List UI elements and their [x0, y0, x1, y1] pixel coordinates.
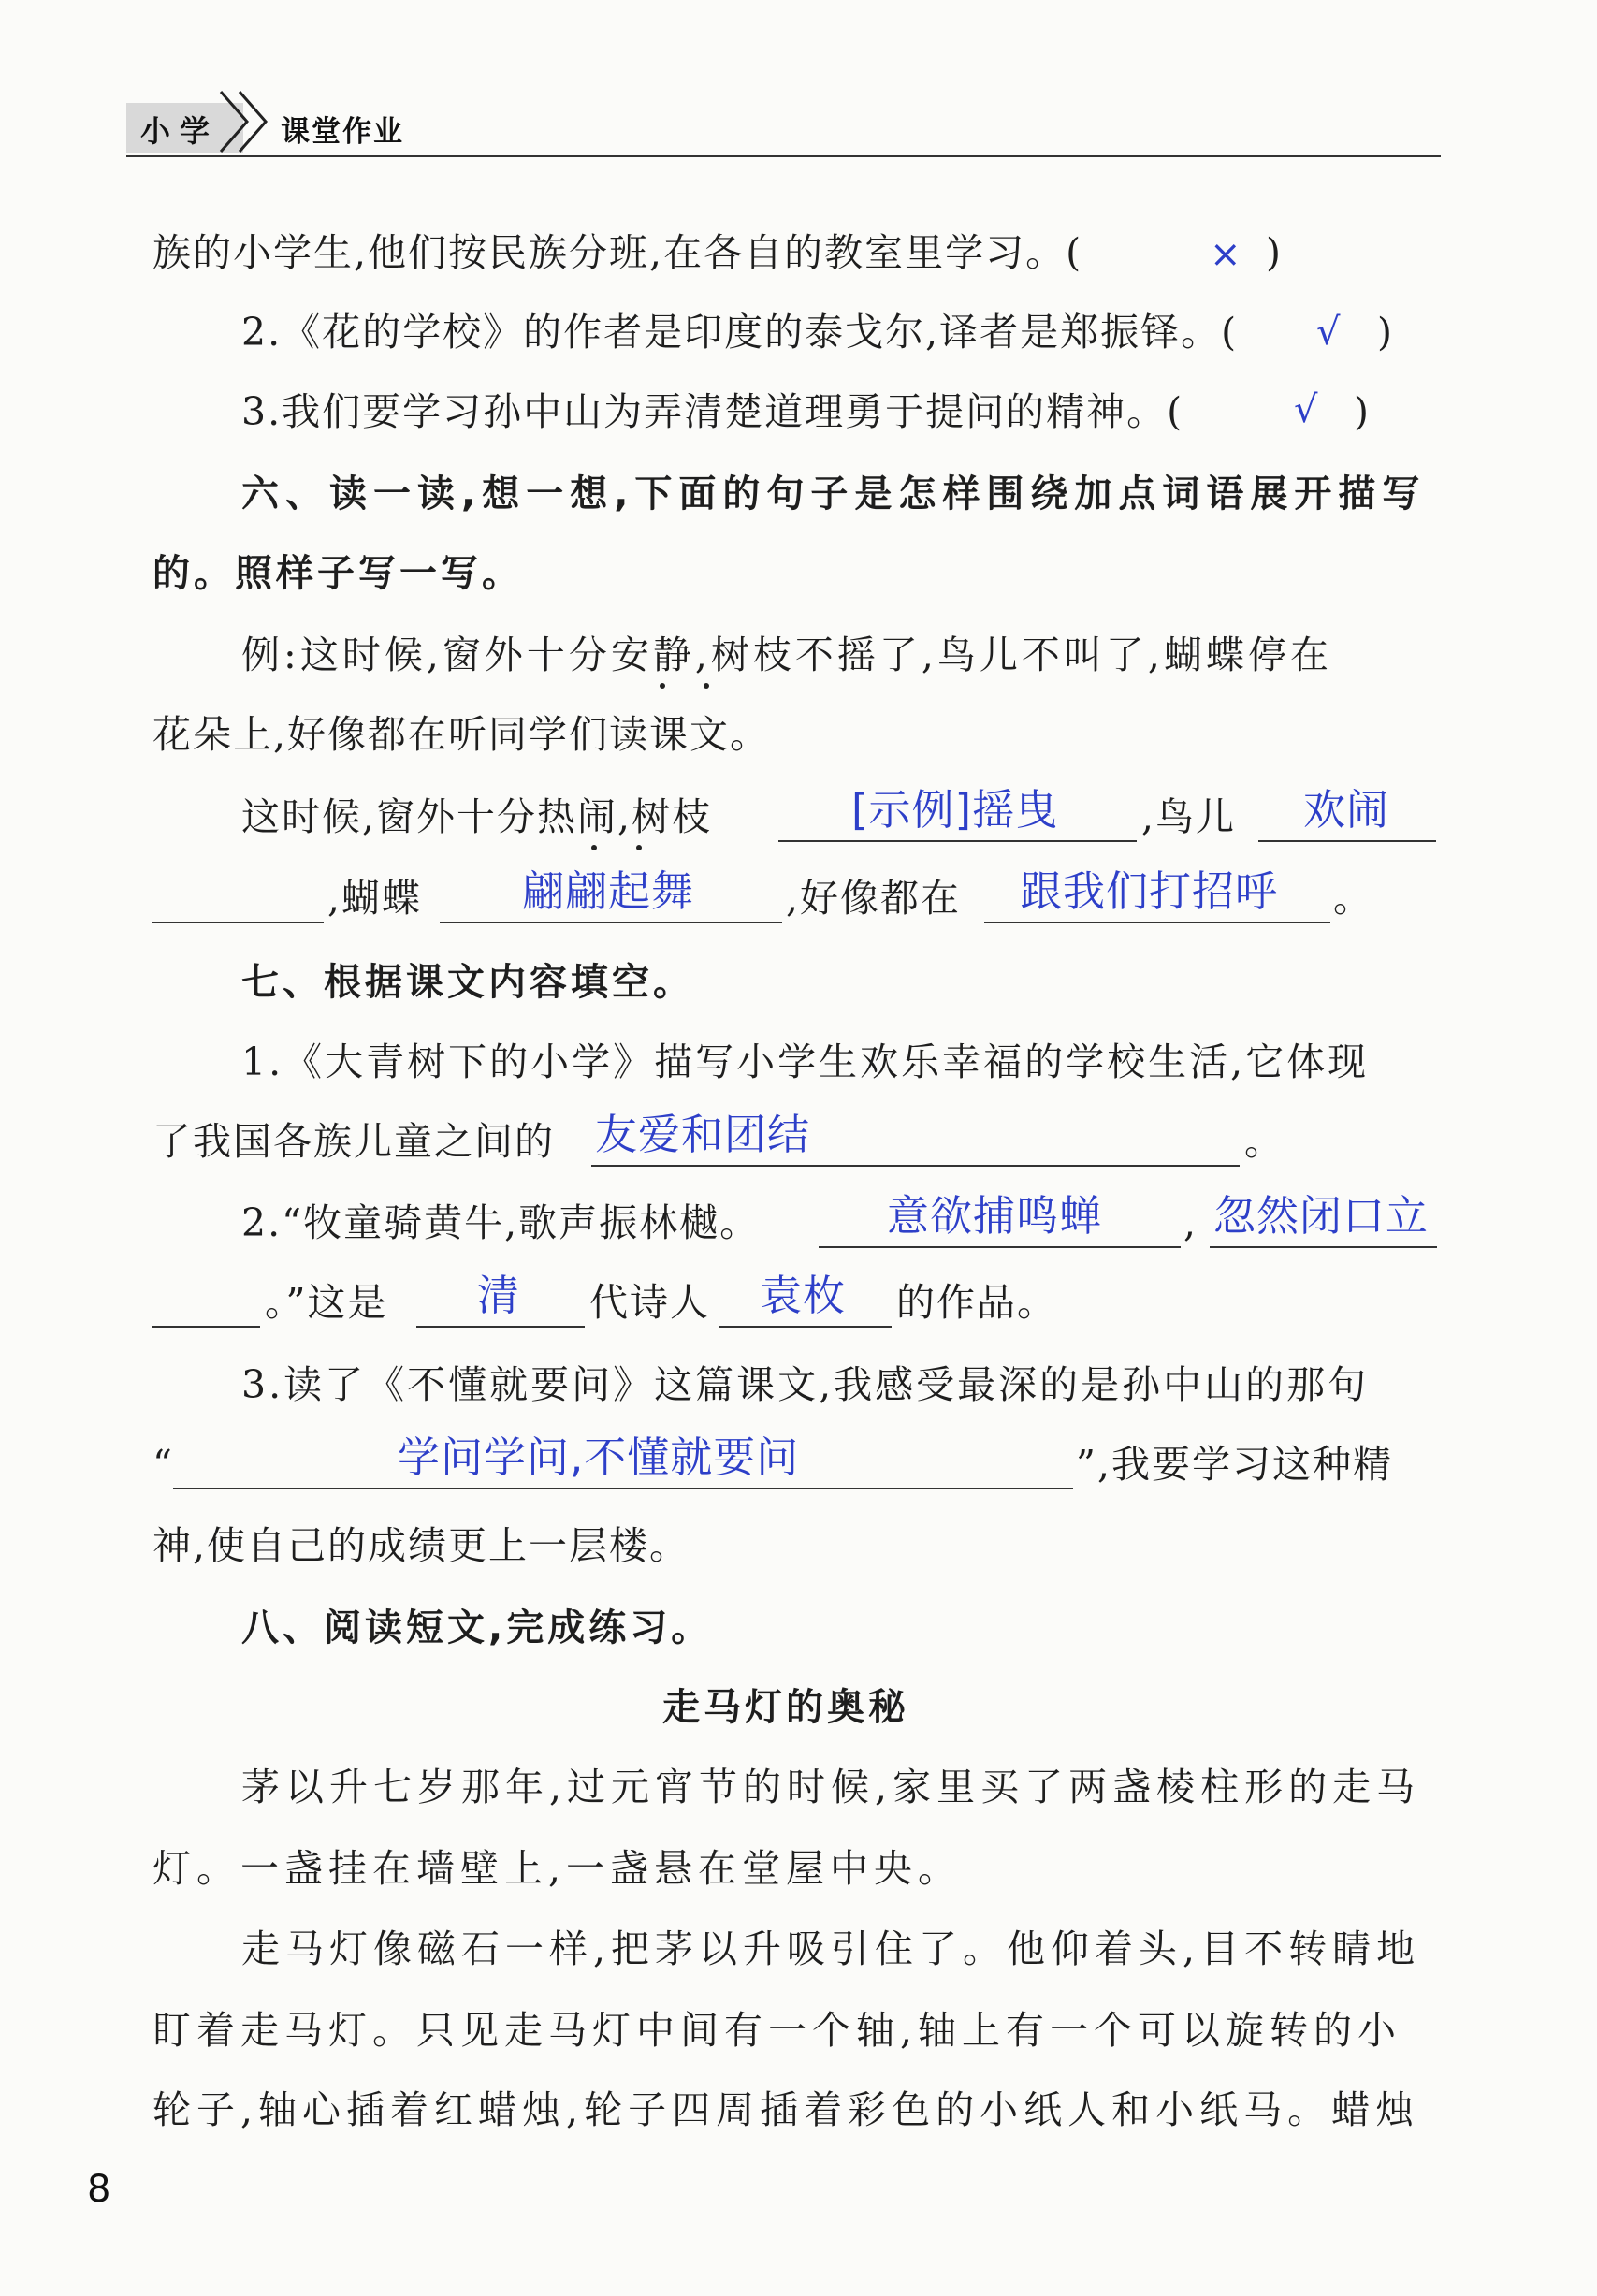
answer-q2d: 袁枚: [760, 1271, 847, 1320]
passage-line-3: 走马灯像磁石一样,把茅以升吸引住了。他仰着头,目不转睛地: [241, 1926, 1421, 1971]
double-chevron-icon: [217, 86, 275, 155]
answer-q1: 友爱和团结: [595, 1110, 811, 1159]
blank-butterfly: [440, 922, 782, 923]
tf-answer-1: ×: [1210, 233, 1241, 276]
tf-close-2: ): [1377, 310, 1394, 355]
passage-line-5: 轮子,轴心插着红蜡烛,轮子四周插着彩色的小纸人和小纸马。蜡烛: [152, 2087, 1420, 2132]
passage-line-4: 盯着走马灯。只见走马灯中间有一个轴,轴上有一个可以旋转的小: [152, 2008, 1402, 2053]
q2-line-2a: 。”这是: [265, 1280, 388, 1325]
blank-bird-cont: [152, 922, 324, 923]
blank-q2d: [719, 1326, 892, 1328]
blank-q2b: [1210, 1246, 1437, 1248]
q3-line-1: 3.读了《不懂就要问》这篇课文,我感受最深的是孙中山的那句: [241, 1362, 1370, 1407]
q3-open-quote: “: [152, 1442, 174, 1487]
tf-close-3: ): [1354, 389, 1371, 434]
tf-line-3: 3.我们要学习孙中山为弄清楚道理勇于提问的精神。(: [241, 389, 1184, 434]
blank-q1: [591, 1165, 1240, 1167]
blank-branch: [778, 840, 1137, 842]
q3-line-3: 神,使自己的成绩更上一层楼。: [152, 1523, 690, 1568]
answer-branch: [示例]摇曳: [851, 785, 1059, 835]
emphasis-dot: [636, 845, 642, 850]
q2-line-2c: 的作品。: [896, 1280, 1057, 1325]
tf-line-1: 族的小学生,他们按民族分班,在各自的教室里学习。(: [152, 230, 1083, 275]
page-number: 8: [87, 2168, 111, 2211]
section-6-heading-cont: 的。照样子写一写。: [152, 552, 523, 595]
passage-line-1: 茅以升七岁那年,过元宵节的时候,家里买了两盏棱柱形的走马: [241, 1765, 1421, 1809]
header-book: 课堂作业: [281, 115, 404, 149]
header-rule: [126, 155, 1441, 157]
blank-q3: [173, 1488, 1073, 1489]
q1-end: 。: [1244, 1119, 1285, 1164]
blank-q2a: [819, 1246, 1181, 1248]
blank-all: [984, 922, 1330, 923]
q2-line-2b: 代诗人: [589, 1280, 710, 1325]
q1-line-2: 了我国各族儿童之间的: [152, 1119, 555, 1164]
answer-butterfly: 翩翩起舞: [522, 866, 695, 916]
q2-line-1: 2.“牧童骑黄牛,歌声振林樾。: [241, 1200, 761, 1245]
tf-close-1: ): [1266, 230, 1283, 275]
blank-q2c: [416, 1326, 585, 1328]
fill-text-e: 。: [1333, 876, 1373, 921]
emphasis-dot: [704, 683, 709, 689]
fill-text-a: 这时候,窗外十分热闹,树枝: [241, 794, 713, 839]
section-8-heading: 八、阅读短文,完成练习。: [241, 1606, 713, 1649]
blank-q2b-cont: [152, 1326, 260, 1328]
answer-q2a: 意欲捕鸣蝉: [887, 1191, 1103, 1241]
tf-answer-2: √: [1316, 311, 1341, 354]
example-line-2: 花朵上,好像都在听同学们读课文。: [152, 712, 771, 757]
answer-bird: 欢闹: [1303, 785, 1390, 835]
fill-text-b: ,鸟儿: [1141, 794, 1237, 839]
answer-all: 跟我们打招呼: [1020, 866, 1279, 916]
example-line-1: 例:这时候,窗外十分安静,树枝不摇了,鸟儿不叫了,蝴蝶停在: [241, 632, 1332, 677]
fill-text-d: ,好像都在: [786, 876, 962, 921]
emphasis-dot: [591, 845, 597, 850]
answer-q2c: 清: [477, 1271, 521, 1320]
q3-line-2: ”,我要学习这种精: [1076, 1442, 1393, 1487]
passage-line-2: 灯。一盏挂在墙壁上,一盏悬在堂屋中央。: [152, 1846, 963, 1891]
q1-line-1: 1.《大青树下的小学》描写小学生欢乐幸福的学校生活,它体现: [241, 1039, 1370, 1084]
answer-q3: 学问学问,不懂就要问: [398, 1432, 800, 1482]
blank-bird: [1258, 840, 1436, 842]
section-7-heading: 七、根据课文内容填空。: [241, 961, 694, 1004]
passage-title: 走马灯的奥秘: [662, 1686, 909, 1729]
emphasis-dot: [660, 683, 665, 689]
fill-text-c: ,蝴蝶: [327, 876, 423, 921]
q2-comma: ,: [1183, 1200, 1198, 1245]
tf-answer-3: √: [1294, 388, 1318, 431]
tf-line-2: 2.《花的学校》的作者是印度的泰戈尔,译者是郑振铎。(: [241, 310, 1239, 355]
answer-q2b: 忽然闭口立: [1213, 1191, 1430, 1241]
header-level: 小学: [140, 113, 220, 149]
section-6-heading: 六、读一读,想一想,下面的句子是怎样围绕加点词语展开描写: [241, 472, 1427, 516]
